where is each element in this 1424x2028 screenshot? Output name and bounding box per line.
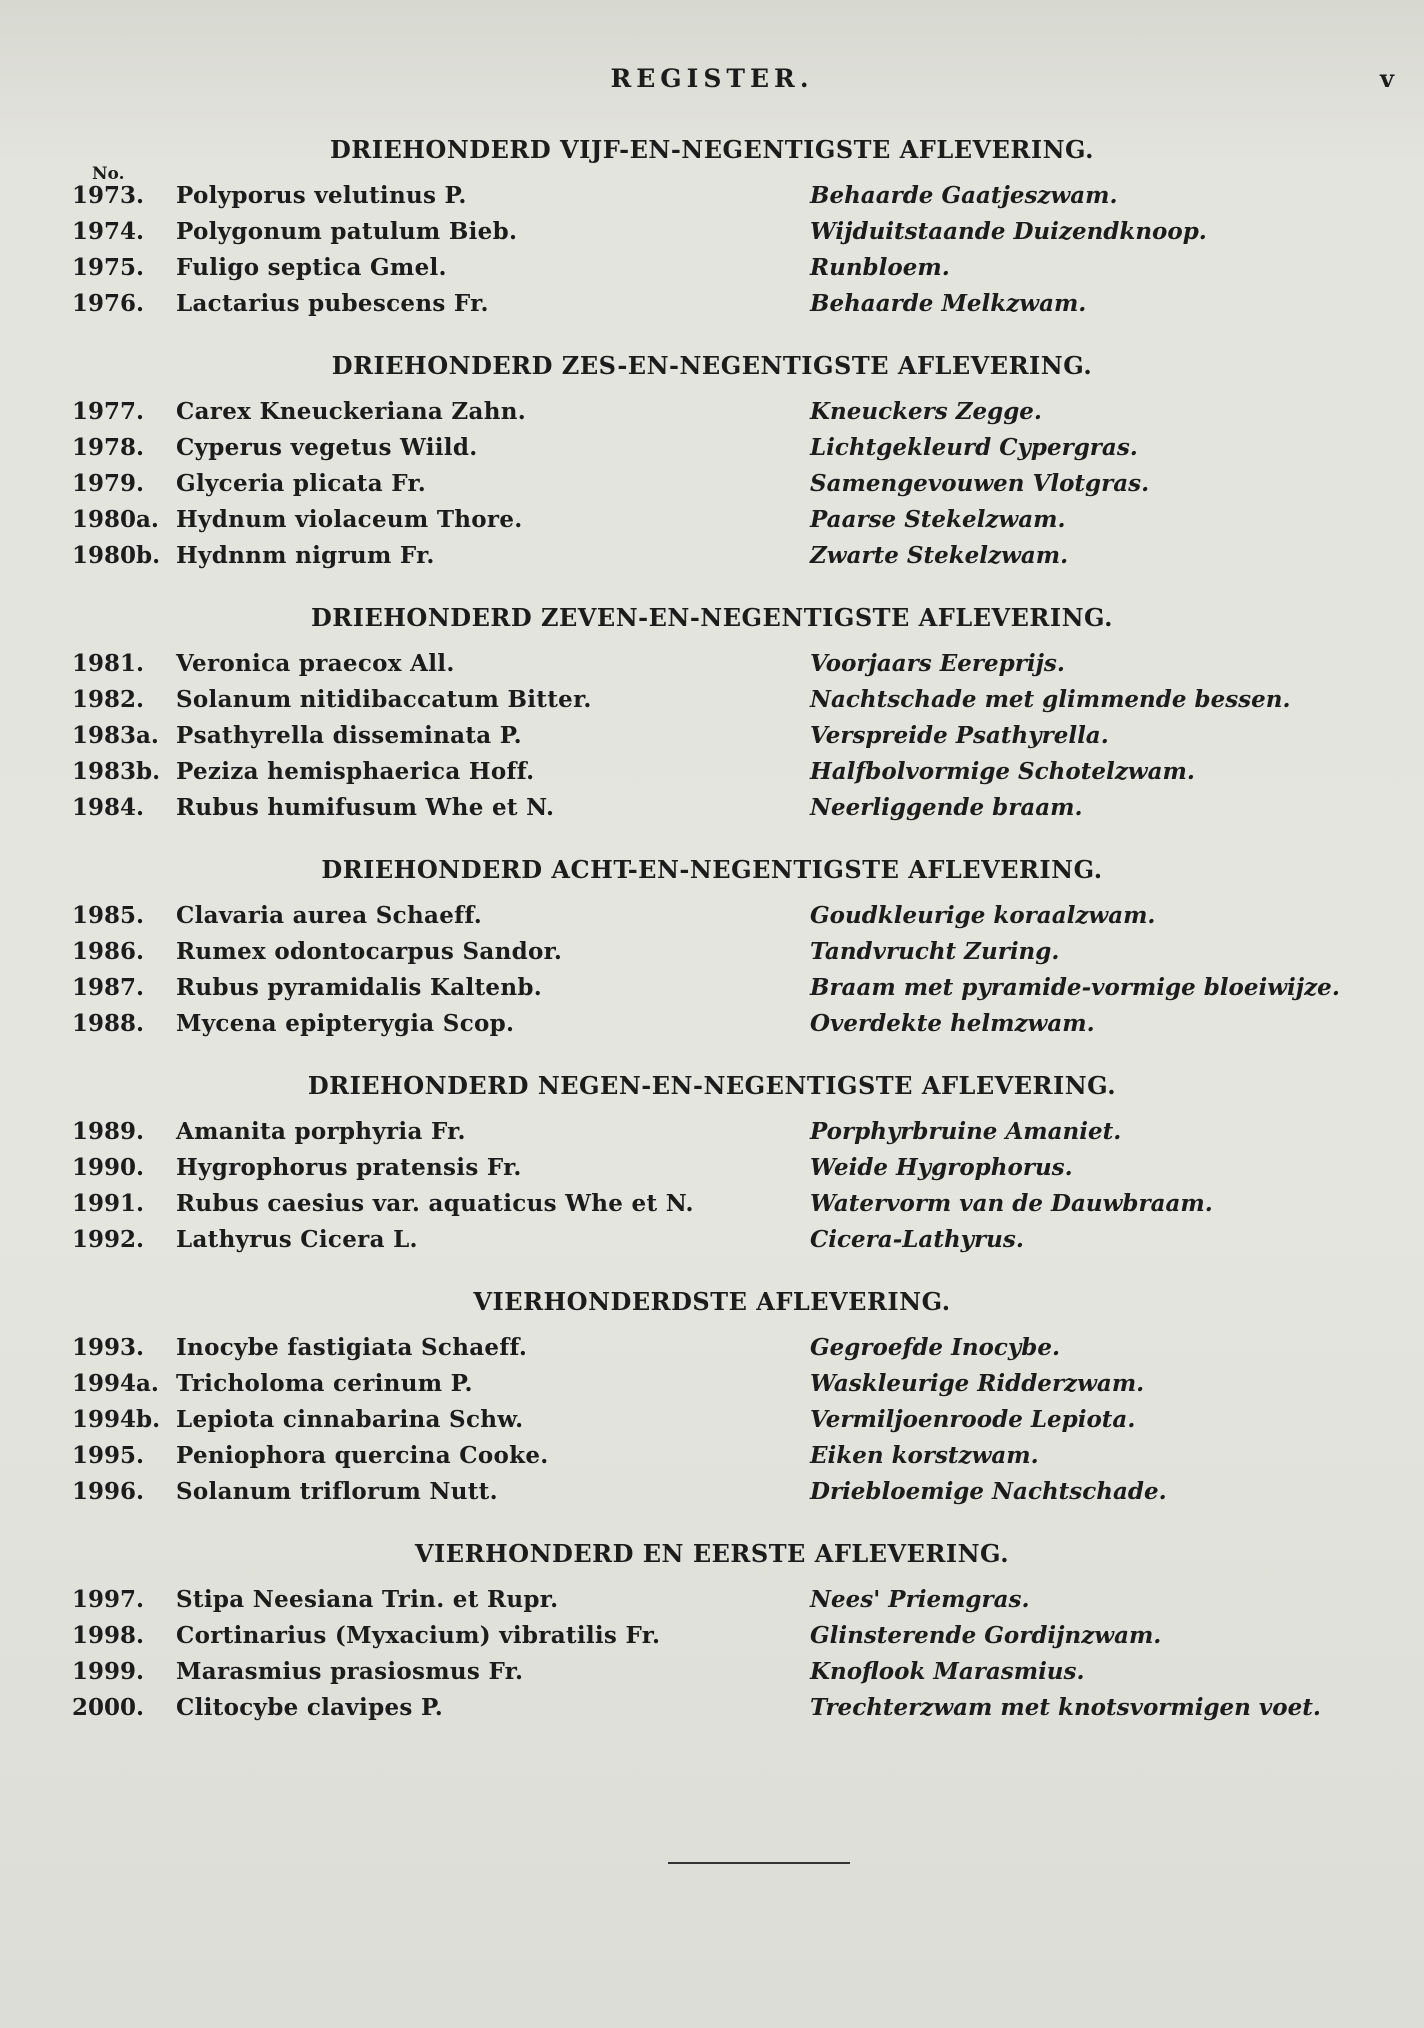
scientific-name: Hygrophorus pratensis Fr.: [176, 1154, 522, 1181]
entry-number: 1984.: [72, 794, 145, 821]
scientific-name: Solanum triflorum Nutt.: [176, 1478, 498, 1505]
entry-number: 1989.: [72, 1118, 145, 1145]
entry-number: 1997.: [72, 1586, 145, 1613]
dutch-name: Porphyrbruine Amaniet.: [810, 1118, 1122, 1145]
scientific-name: Mycena epipterygia Scop.: [176, 1010, 515, 1037]
register-section: [0, 128, 1424, 322]
dutch-name: Driebloemige Nachtschade.: [810, 1478, 1167, 1505]
entry-number: 1998.: [72, 1622, 145, 1649]
scientific-name: Lactarius pubescens Fr.: [176, 290, 489, 317]
section-heading: DRIEHONDERD VIJF-EN-NEGENTIGSTE AFLEVERING.: [329, 135, 1095, 164]
register-section: [0, 848, 1424, 1042]
closing-rule: [668, 1862, 850, 1864]
register-entry: [0, 178, 1424, 214]
dutch-name: Behaarde Melkzwam.: [810, 290, 1087, 317]
entry-number: 1988.: [72, 1010, 145, 1037]
register-entry: [0, 466, 1424, 502]
scientific-name: Amanita porphyria Fr.: [176, 1118, 466, 1145]
register-section: [0, 1280, 1424, 1510]
scientific-name: Rubus caesius var. aquaticus Whe et N.: [176, 1190, 694, 1217]
section-heading: DRIEHONDERD ZEVEN-EN-NEGENTIGSTE AFLEVERING.: [310, 603, 1114, 632]
dutch-name: Braam met pyramide-vormige bloeiwijze.: [810, 974, 1340, 1001]
entry-number: 1983a.: [72, 722, 159, 749]
dutch-name: Gegroefde Inocybe.: [810, 1334, 1060, 1361]
register-entry: [0, 1222, 1424, 1258]
dutch-name: Goudkleurige koraalzwam.: [810, 902, 1156, 929]
register-entry: [0, 286, 1424, 322]
dutch-name: Nees' Priemgras.: [810, 1586, 1030, 1613]
dutch-name: Cicera-Lathyrus.: [810, 1226, 1024, 1253]
entry-number: 1987.: [72, 974, 145, 1001]
scientific-name: Polyporus velutinus P.: [176, 182, 467, 209]
entry-number: 1985.: [72, 902, 145, 929]
dutch-name: Tandvrucht Zuring.: [810, 938, 1060, 965]
scientific-name: Glyceria plicata Fr.: [176, 470, 427, 497]
register-entry: [0, 682, 1424, 718]
scientific-name: Clavaria aurea Schaeff.: [176, 902, 483, 929]
scientific-name: Cortinarius (Myxacium) vibratilis Fr.: [176, 1622, 661, 1649]
register-entry: [0, 934, 1424, 970]
dutch-name: Wijduitstaande Duizendknoop.: [810, 218, 1207, 245]
register-entry: [0, 1402, 1424, 1438]
dutch-name: Eiken korstzwam.: [810, 1442, 1039, 1469]
register-entry: [0, 754, 1424, 790]
dutch-name: Verspreide Psathyrella.: [810, 722, 1109, 749]
register-entry: [0, 1330, 1424, 1366]
register-entry: [0, 1150, 1424, 1186]
entry-number: 1976.: [72, 290, 145, 317]
scientific-name: Hydnum violaceum Thore.: [176, 506, 523, 533]
register-entry: [0, 1006, 1424, 1042]
entry-number: 1980b.: [72, 542, 161, 569]
register-list: [0, 128, 1424, 1748]
dutch-name: Watervorm van de Dauwbraam.: [810, 1190, 1213, 1217]
dutch-name: Knoflook Marasmius.: [810, 1658, 1085, 1685]
page-header: [0, 64, 1424, 104]
scientific-name: Clitocybe clavipes P.: [176, 1694, 444, 1721]
entry-number: 1996.: [72, 1478, 145, 1505]
page-number: v: [1380, 64, 1394, 93]
dutch-name: Nachtschade met glimmende bessen.: [810, 686, 1291, 713]
entry-number: 1994b.: [72, 1406, 161, 1433]
register-entry: [0, 1654, 1424, 1690]
scientific-name: Peniophora quercina Cooke.: [176, 1442, 549, 1469]
entry-number: 1975.: [72, 254, 145, 281]
dutch-name: Halfbolvormige Schotelzwam.: [810, 758, 1195, 785]
scientific-name: Carex Kneuckeriana Zahn.: [176, 398, 527, 425]
entry-number: 1995.: [72, 1442, 145, 1469]
scientific-name: Lepiota cinnabarina Schw.: [176, 1406, 524, 1433]
entry-number: 1993.: [72, 1334, 145, 1361]
scientific-name: Rubus humifusum Whe et N.: [176, 794, 555, 821]
scientific-name: Marasmius prasiosmus Fr.: [176, 1658, 524, 1685]
scientific-name: Rubus pyramidalis Kaltenb.: [176, 974, 543, 1001]
scientific-name: Hydnnm nigrum Fr.: [176, 542, 435, 569]
scientific-name: Tricholoma cerinum P.: [176, 1370, 473, 1397]
dutch-name: Zwarte Stekelzwam.: [810, 542, 1069, 569]
scientific-name: Psathyrella disseminata P.: [176, 722, 522, 749]
dutch-name: Voorjaars Eereprijs.: [810, 650, 1065, 677]
scientific-name: Cyperus vegetus Wiild.: [176, 434, 478, 461]
section-heading: VIERHONDERD EN EERSTE AFLEVERING.: [414, 1539, 1010, 1568]
dutch-name: Samengevouwen Vlotgras.: [810, 470, 1150, 497]
entry-number: 1983b.: [72, 758, 161, 785]
entry-number: 1973.: [72, 182, 145, 209]
entry-number: 1977.: [72, 398, 145, 425]
entry-number: 1982.: [72, 686, 145, 713]
register-entry: [0, 1366, 1424, 1402]
number-column-label: No.: [92, 164, 125, 184]
register-entry: [0, 214, 1424, 250]
dutch-name: Trechterzwam met knotsvormigen voet.: [810, 1694, 1321, 1721]
scientific-name: Rumex odontocarpus Sandor.: [176, 938, 563, 965]
scientific-name: Solanum nitidibaccatum Bitter.: [176, 686, 592, 713]
register-entry: [0, 502, 1424, 538]
dutch-name: Weide Hygrophorus.: [810, 1154, 1073, 1181]
register-entry: [0, 394, 1424, 430]
dutch-name: Kneuckers Zegge.: [810, 398, 1042, 425]
register-entry: [0, 250, 1424, 286]
dutch-name: Runbloem.: [810, 254, 950, 281]
dutch-name: Vermiljoenroode Lepiota.: [810, 1406, 1136, 1433]
register-entry: [0, 646, 1424, 682]
register-entry: [0, 970, 1424, 1006]
register-entry: [0, 1690, 1424, 1726]
entry-number: 1974.: [72, 218, 145, 245]
register-entry: [0, 430, 1424, 466]
dutch-name: Neerliggende braam.: [810, 794, 1083, 821]
entry-number: 1994a.: [72, 1370, 159, 1397]
entry-number: 1978.: [72, 434, 145, 461]
register-entry: [0, 790, 1424, 826]
entry-number: 1991.: [72, 1190, 145, 1217]
running-title: REGISTER.: [610, 64, 814, 93]
entry-number: 1979.: [72, 470, 145, 497]
entry-number: 1999.: [72, 1658, 145, 1685]
register-entry: [0, 1618, 1424, 1654]
dutch-name: Paarse Stekelzwam.: [810, 506, 1066, 533]
dutch-name: Lichtgekleurd Cypergras.: [810, 434, 1138, 461]
register-entry: [0, 1186, 1424, 1222]
entry-number: 1990.: [72, 1154, 145, 1181]
register-section: [0, 344, 1424, 574]
entry-number: 1980a.: [72, 506, 159, 533]
dutch-name: Behaarde Gaatjeszwam.: [810, 182, 1118, 209]
scientific-name: Fuligo septica Gmel.: [176, 254, 447, 281]
entry-number: 1986.: [72, 938, 145, 965]
register-entry: [0, 718, 1424, 754]
register-entry: [0, 1474, 1424, 1510]
section-heading: DRIEHONDERD NEGEN-EN-NEGENTIGSTE AFLEVERING.: [307, 1071, 1117, 1100]
register-entry: [0, 1438, 1424, 1474]
scientific-name: Peziza hemisphaerica Hoff.: [176, 758, 535, 785]
scientific-name: Inocybe fastigiata Schaeff.: [176, 1334, 528, 1361]
register-section: [0, 1532, 1424, 1726]
entry-number: 1992.: [72, 1226, 145, 1253]
entry-number: 2000.: [72, 1694, 145, 1721]
register-section: [0, 596, 1424, 826]
scientific-name: Stipa Neesiana Trin. et Rupr.: [176, 1586, 559, 1613]
dutch-name: Waskleurige Ridderzwam.: [810, 1370, 1145, 1397]
section-heading: DRIEHONDERD ZES-EN-NEGENTIGSTE AFLEVERING.: [331, 351, 1093, 380]
register-entry: [0, 1582, 1424, 1618]
entry-number: 1981.: [72, 650, 145, 677]
scientific-name: Veronica praecox All.: [176, 650, 455, 677]
register-entry: [0, 1114, 1424, 1150]
register-entry: [0, 898, 1424, 934]
section-heading: DRIEHONDERD ACHT-EN-NEGENTIGSTE AFLEVERING.: [321, 855, 1103, 884]
scientific-name: Polygonum patulum Bieb.: [176, 218, 518, 245]
section-heading: VIERHONDERDSTE AFLEVERING.: [473, 1287, 951, 1316]
dutch-name: Glinsterende Gordijnzwam.: [810, 1622, 1162, 1649]
register-section: [0, 1064, 1424, 1258]
dutch-name: Overdekte helmzwam.: [810, 1010, 1095, 1037]
register-entry: [0, 538, 1424, 574]
scientific-name: Lathyrus Cicera L.: [176, 1226, 418, 1253]
